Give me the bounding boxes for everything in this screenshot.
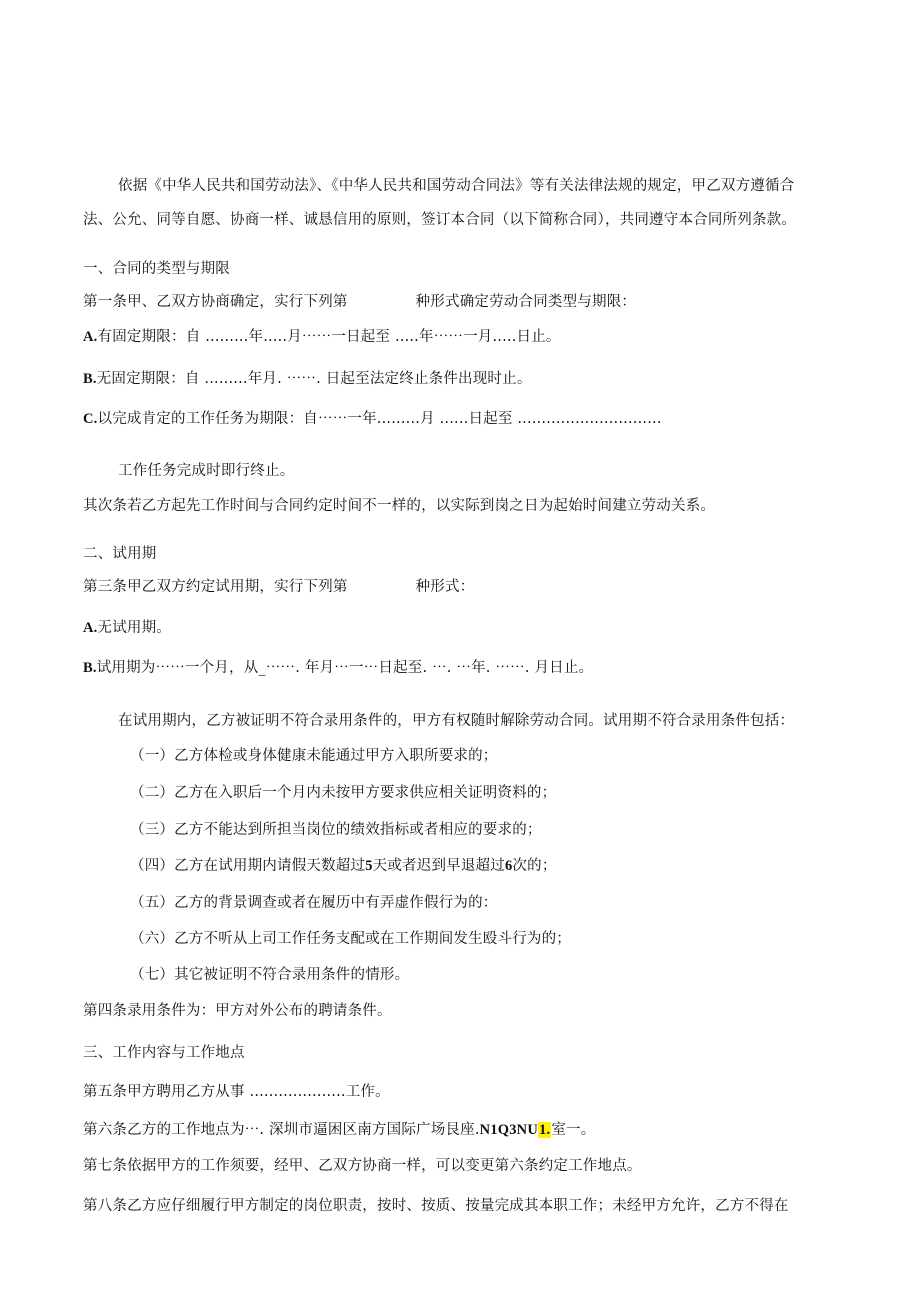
condition-item-4 [130, 856, 557, 876]
condition-item-6: （六）乙方不听从上司工作任务支配或在工作期间发生殴斗行为的； [130, 931, 571, 947]
probation-option-b [83, 658, 593, 678]
article-6 [83, 1120, 595, 1140]
preamble-line-2: 法、公允、同等自愿、协商一样、诚恳信用的原则，签订本合同（以下简称合同），共同遵守本合同所列条款。 [83, 212, 797, 228]
probation-option-a [83, 618, 171, 638]
option-text: 以完成肯定的工作任务为期限：自⋯⋯一年.........月 ......日起至 .............................. [97, 411, 662, 427]
option-text: 有固定期限：自 .........年.....月⋯⋯一日起至 .....年⋯⋯一月.....日止。 [97, 329, 561, 345]
section-2-heading: 二、试用期 [83, 546, 157, 562]
condition-item-7: （七）其它被证明不符合录用条件的情形。 [130, 967, 410, 983]
option-text: 试用期为⋯⋯一个月，从_⋯⋯. 年月⋯一⋯日起至. ⋯. ⋯年. ⋯⋯. 月日止。 [96, 660, 594, 676]
article-3-text-end: 种形式： [415, 579, 475, 595]
condition-item-4-text-mid: 天或者迟到早退超过 [372, 858, 505, 874]
option-letter: A. [83, 620, 98, 636]
leave-days-value: 5 [365, 858, 373, 874]
option-letter: B. [83, 660, 97, 676]
option-a-fixed-term [83, 327, 561, 347]
option-c-task-term [83, 409, 662, 429]
condition-item-1: （一）乙方体检或身体健康未能通过甲方入职所要求的； [130, 748, 498, 764]
article-4: 第四条录用条件为：甲方对外公布的聘请条件。 [83, 1003, 392, 1019]
option-letter: A. [83, 329, 98, 345]
late-count-value: 6 [504, 858, 513, 874]
condition-item-5: （五）乙方的背景调查或者在履历中有弄虚作假行为的： [130, 895, 498, 911]
option-letter: C. [83, 411, 98, 427]
option-text: 无固定期限：自 .........年月. ⋯⋯. 日起至法定终止条件出现时止。 [96, 371, 532, 387]
condition-item-3: （三）乙方不能达到所担当岗位的绩效指标或者相应的要求的； [130, 822, 542, 838]
highlighted-room-number: 1. [539, 1122, 551, 1138]
article-8: 第八条乙方应仔细履行甲方制定的岗位职责，按时、按质、按量完成其本职工作；未经甲方允许，乙方不得在 [83, 1198, 789, 1214]
article-6-text-end: 室一。 [551, 1122, 596, 1138]
preamble-line-1: 依据《中华人民共和国劳动法》、《中华人民共和国劳动合同法》等有关法律法规的规定，甲乙双方遵循合 [118, 178, 795, 194]
probation-conditions-intro: 在试用期内，乙方被证明不符合录用条件的，甲方有权随时解除劳动合同。试用期不符合录用条件包括： [118, 713, 795, 729]
condition-item-4-text: （四）乙方在试用期内请假天数超过 [130, 858, 366, 874]
article-3 [83, 577, 474, 597]
article-1 [83, 292, 636, 312]
article-3-text: 第三条甲乙双方约定试用期，实行下列第 [83, 579, 348, 595]
room-code: N1Q3NU [479, 1122, 539, 1138]
option-text: 无试用期。 [97, 620, 171, 636]
section-3-heading: 三、工作内容与工作地点 [83, 1045, 245, 1061]
condition-item-4-text-end: 次的； [512, 858, 557, 874]
article-2: 其次条若乙方起先工作时间与合同约定时间不一样的，以实际到岗之日为起始时间建立劳动关系。 [83, 498, 716, 514]
article-5: 第五条甲方聘用乙方从事 ....................工作。 [83, 1084, 390, 1100]
article-1-text-end: 种形式确定劳动合同类型与期限： [415, 294, 637, 310]
article-7: 第七条依据甲方的工作须要，经甲、乙双方协商一样，可以变更第六条约定工作地点。 [83, 1158, 642, 1174]
article-1-text: 第一条甲、乙双方协商确定，实行下列第 [83, 294, 348, 310]
option-letter: B. [83, 371, 97, 387]
condition-item-2: （二）乙方在入职后一个月内未按甲方要求供应相关证明资料的； [130, 785, 557, 801]
article-6-text: 第六条乙方的工作地点为⋯. 深圳市逼困区南方国际广场艮座. [83, 1122, 480, 1138]
section-1-heading: 一、合同的类型与期限 [83, 261, 230, 277]
option-c-continuation: 工作任务完成时即行终止。 [118, 463, 295, 479]
option-b-open-term [83, 369, 532, 389]
